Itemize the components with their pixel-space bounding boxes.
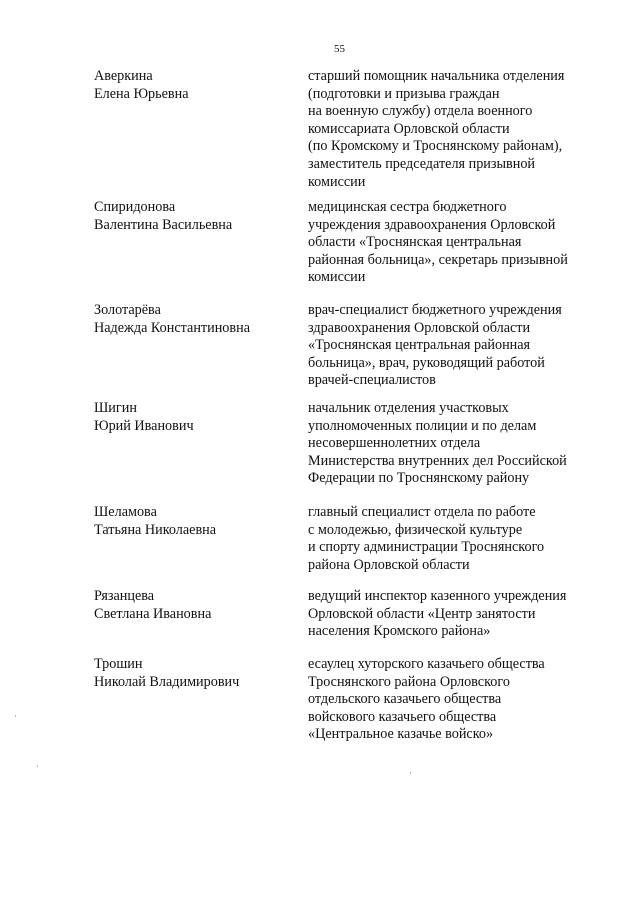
position-line: начальник отделения участковых: [308, 400, 509, 416]
member-given-names: Светлана Ивановна: [94, 605, 212, 622]
member-surname: Рязанцева: [94, 588, 155, 604]
position-line: комиссии: [308, 269, 366, 286]
position-line: с молодежью, физической культуре: [308, 521, 523, 538]
position-line: «Центральное казачье войско»: [308, 726, 494, 743]
member-position: [308, 656, 608, 744]
position-line: ведущий инспектор казенного учреждения: [308, 588, 567, 604]
member-given-names: Николай Владимирович: [94, 673, 240, 690]
member-position: [308, 400, 608, 488]
member-given-names: Татьяна Николаевна: [94, 521, 217, 538]
page-number: 55: [334, 43, 345, 55]
member-given-names: Надежда Константиновна: [94, 319, 250, 336]
position-line: отдельского казачьего общества: [308, 691, 502, 708]
member-given-names: Елена Юрьевна: [94, 85, 189, 102]
position-line: главный специалист отдела по работе: [308, 504, 536, 520]
member-position: [308, 588, 608, 641]
position-line: (по Кромскому и Троснянскому районам),: [308, 138, 563, 155]
scan-speck: [15, 715, 16, 717]
position-line: на военную службу) отдела военного: [308, 103, 533, 120]
member-surname: Шеламова: [94, 504, 157, 520]
member-surname: Трошин: [94, 656, 143, 672]
position-line: комиссариата Орловской области: [308, 120, 510, 137]
position-line: заместитель председателя призывной: [308, 155, 535, 172]
position-line: области «Троснянская центральная: [308, 234, 522, 251]
member-name: [94, 588, 294, 623]
position-line: Федерации по Троснянскому району: [308, 470, 530, 487]
member-position: [308, 68, 608, 191]
member-name: [94, 199, 294, 234]
position-line: больница», врач, руководящий работой: [308, 354, 545, 371]
member-name: [94, 302, 294, 337]
position-line: Троснянского района Орловского: [308, 673, 510, 690]
position-line: комиссии: [308, 173, 366, 190]
position-line: здравоохранения Орловской области: [308, 319, 531, 336]
member-position: [308, 504, 608, 574]
position-line: врач-специалист бюджетного учреждения: [308, 302, 562, 318]
position-line: района Орловской области: [308, 556, 470, 573]
member-given-names: Юрий Иванович: [94, 417, 194, 434]
scan-speck: [410, 772, 411, 774]
member-given-names: Валентина Васильевна: [94, 216, 233, 233]
position-line: медицинская сестра бюджетного: [308, 199, 507, 215]
position-line: несовершеннолетних отдела: [308, 435, 481, 452]
position-line: есаулец хуторского казачьего общества: [308, 656, 545, 672]
scan-speck: [37, 765, 38, 767]
member-position: [308, 199, 608, 287]
position-line: районная больница», секретарь призывной: [308, 251, 568, 268]
position-line: врачей-специалистов: [308, 372, 436, 389]
position-line: уполномоченных полиции и по делам: [308, 417, 537, 434]
position-line: Орловской области «Центр занятости: [308, 605, 536, 622]
position-line: старший помощник начальника отделения: [308, 68, 565, 84]
member-surname: Аверкина: [94, 68, 153, 84]
member-name: [94, 504, 294, 539]
member-position: [308, 302, 608, 390]
position-line: войскового казачьего общества: [308, 708, 497, 725]
member-surname: Шигин: [94, 400, 137, 416]
position-line: и спорту администрации Троснянского: [308, 539, 545, 556]
member-name: [94, 68, 294, 103]
position-line: «Троснянская центральная районная: [308, 337, 531, 354]
position-line: учреждения здравоохранения Орловской: [308, 216, 556, 233]
member-name: [94, 400, 294, 435]
member-surname: Золотарёва: [94, 302, 161, 318]
position-line: Министерства внутренних дел Российской: [308, 452, 567, 469]
member-surname: Спиридонова: [94, 199, 176, 215]
position-line: населения Кромского района»: [308, 623, 491, 640]
member-name: [94, 656, 294, 691]
position-line: (подготовки и призыва граждан: [308, 85, 500, 102]
